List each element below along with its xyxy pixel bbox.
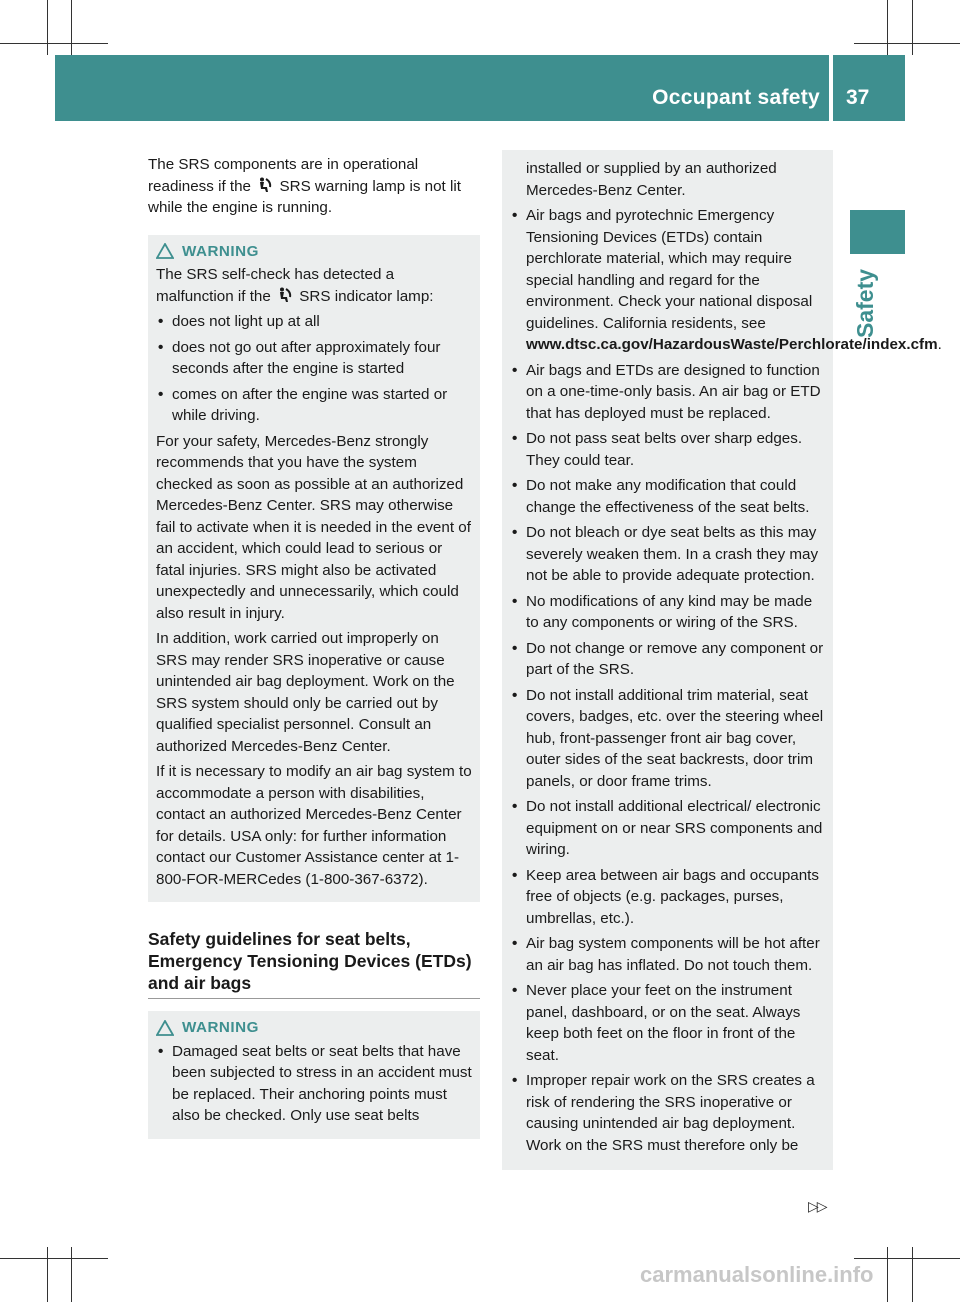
etd-end: . xyxy=(937,336,942,353)
warning-header xyxy=(156,241,472,263)
section-heading: Safety guidelines for seat belts, Emergency Tensioning Devices (ETDs) and air bags xyxy=(148,928,480,999)
crop-mark xyxy=(47,0,48,55)
crop-mark xyxy=(887,1247,888,1302)
crop-mark xyxy=(854,1258,960,1259)
section-marker xyxy=(850,210,905,254)
crop-mark xyxy=(47,1247,48,1302)
continuation-text: installed or supplied by an authorized Mercedes-Benz Center. xyxy=(526,160,777,199)
srs-indicator-lamp-icon xyxy=(277,287,293,303)
list-item: • Keep area between air bags and occupants free of objects (e.g. packages, purses, umbrellas, etc.). xyxy=(510,865,825,930)
list-item: • Damaged seat belts or seat belts that have been subjected to stress in an accident must be replaced. Their anchoring points must also be checked. Only use seat belts xyxy=(156,1041,472,1127)
left-column xyxy=(148,154,480,1139)
list-item: • Improper repair work on the SRS creates a risk of rendering the SRS inoperative or causing unintended air bag deployment. Work on the SRS must therefore only be xyxy=(510,1070,825,1156)
list-item: • Air bag system components will be hot after an air bag has inflated. Do not touch them. xyxy=(510,933,825,976)
list-item: • Do not pass seat belts over sharp edges. They could tear. xyxy=(510,428,825,471)
warning-lead xyxy=(156,264,472,307)
intro-text-start: The SRS components are in operational readiness if the xyxy=(148,156,419,195)
warning-lead-end: SRS indicator lamp: xyxy=(299,287,434,305)
crop-mark xyxy=(0,1258,108,1259)
crop-mark xyxy=(854,43,960,44)
warning-list xyxy=(156,311,472,427)
list-item: • Do not install additional trim material, seat covers, badges, etc. over the steering wheel hub, front-passenger front air bag cover, outer sides of the seat backrests, door trim panels, or door frame trims. xyxy=(510,685,825,793)
crop-mark xyxy=(71,0,72,55)
crop-mark xyxy=(912,0,913,55)
warning-triangle-icon xyxy=(156,1020,174,1036)
list-item: • Do not bleach or dye seat belts as this may severely weaken them. In a crash they may not be able to provide adequate protection. xyxy=(510,522,825,587)
page-number: 37 xyxy=(846,86,870,109)
warning-label: WARNING xyxy=(182,242,259,260)
warning-paragraph: In addition, work carried out improperly on SRS may render SRS inoperative or cause unintended air bag deployment. Work on the SRS system should only be carried out by qualified specialist personnel. Consult an authorized Mercedes-Benz Center. xyxy=(156,630,455,755)
warning-paragraph: If it is necessary to modify an air bag system to accommodate a person with disabilities, contact an authorized Mercedes-Benz Center for details. USA only: for further information contact our Customer Assistance center at 1-800-FOR-MERCedes (1-800-367-6372). xyxy=(156,763,472,888)
list-item: • does not light up at all xyxy=(156,311,472,333)
crop-mark xyxy=(887,0,888,55)
intro-paragraph xyxy=(148,154,480,219)
warning-box xyxy=(148,1011,480,1139)
crop-mark xyxy=(71,1247,72,1302)
warning-label: WARNING xyxy=(182,1019,259,1036)
list-item: • comes on after the engine was started or while driving. xyxy=(156,384,472,427)
warning-paragraph: For your safety, Mercedes-Benz strongly recommends that you have the system checked as soon as possible at an authorized Mercedes-Benz Center. SRS may otherwise fail to activate when it is needed in the event of an accident, which could lead to serious or fatal injuries. SRS might also be activated unexpectedly and unnecessarily, which could also result in injury. xyxy=(156,432,471,622)
section-tab xyxy=(846,262,886,342)
crop-mark xyxy=(0,43,108,44)
continue-arrows-icon: ▷▷ xyxy=(808,1198,826,1214)
warning-triangle-icon xyxy=(156,243,174,259)
list-item: • Air bags and ETDs are designed to function on a one-time-only basis. An air bag or ETD that has deployed must be replaced. xyxy=(510,360,825,425)
list-item: • Never place your feet on the instrument panel, dashboard, or on the seat. Always keep both feet on the floor in front of the seat. xyxy=(510,980,825,1066)
list-item: • Do not install additional electrical/ electronic equipment on or near SRS components and wiring. xyxy=(510,796,825,861)
warning-list xyxy=(156,1041,472,1127)
etd-text: Air bags and pyrotechnic Emergency Tensioning Devices (ETDs) contain perchlorate material, which may require special handling and regard for the environment. Check your national disposal guidelines. California residents, see xyxy=(526,207,813,332)
header-divider xyxy=(829,55,833,121)
list-item: • No modifications of any kind may be made to any components or wiring of the SRS. xyxy=(510,591,825,634)
page-title: Occupant safety xyxy=(652,86,820,109)
section-tab-label: Safety xyxy=(852,268,878,338)
watermark: carmanualsonline.info xyxy=(640,1262,874,1287)
warning-lead-start: The SRS self-check has detected a malfunction if the xyxy=(156,266,395,305)
list-item: • Do not make any modification that could change the effectiveness of the seat belts. xyxy=(510,475,825,518)
crop-mark xyxy=(912,1247,913,1302)
list-item: • Do not change or remove any component or part of the SRS. xyxy=(510,638,825,681)
warning-header xyxy=(156,1017,472,1039)
warning-box xyxy=(148,235,480,903)
intro-text-end: SRS warning lamp is not lit while the engine is running. xyxy=(148,177,461,216)
srs-warning-lamp-icon xyxy=(257,177,273,193)
list-item: • does not go out after approximately four seconds after the engine is started xyxy=(156,337,472,380)
disposal-url: www.dtsc.ca.gov/HazardousWaste/Perchlorate/index.cfm xyxy=(526,336,938,353)
